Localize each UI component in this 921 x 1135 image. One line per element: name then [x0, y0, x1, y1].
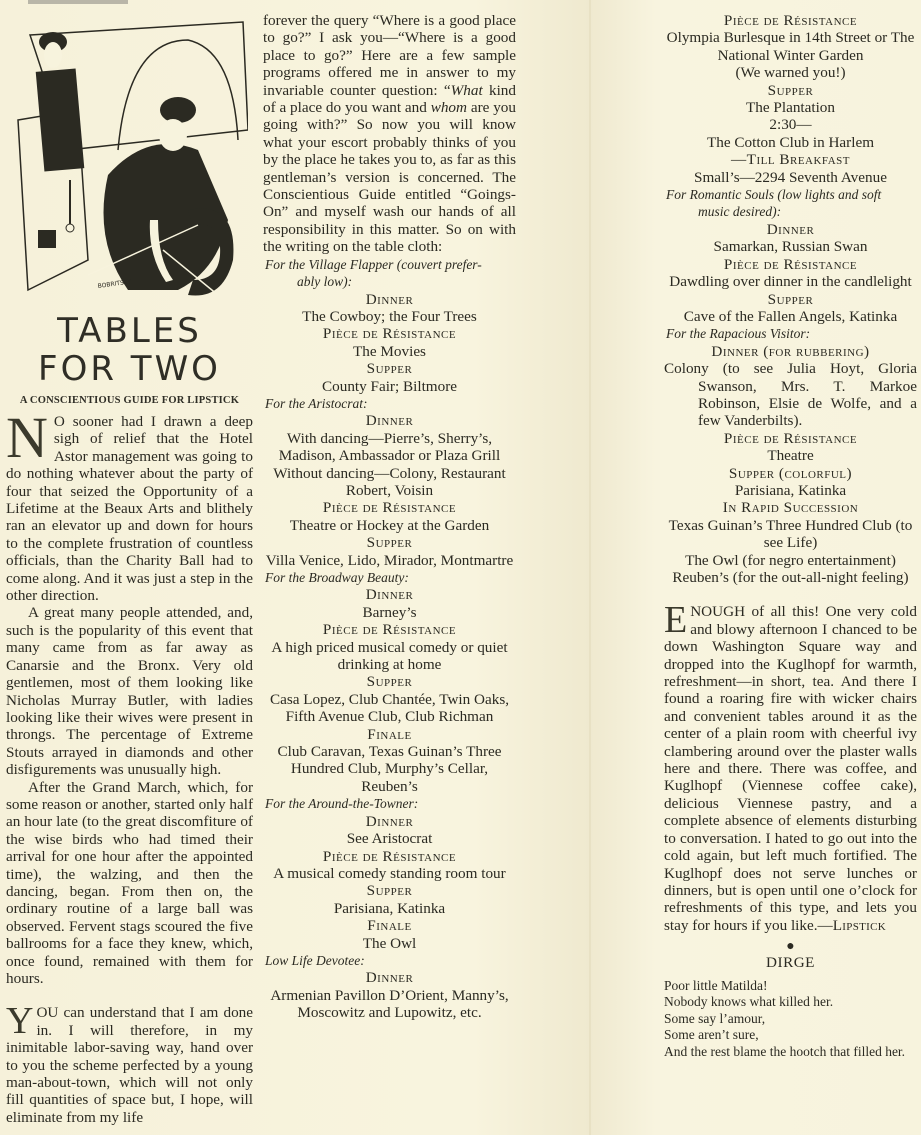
venue-line: See Aristocrat [346, 830, 433, 848]
label-dinner-rubbering: Dinner (for rubbering) [711, 342, 870, 360]
man-face [159, 119, 187, 151]
course-label: Finale [367, 725, 412, 743]
venue-line: Club Caravan, Texas Guinan’s Three Hundred Club, Murphy’s Cellar, Reuben’s [277, 743, 502, 795]
course-label: Pièce de Résistance [322, 325, 457, 343]
course-label: Supper (colorful) [728, 464, 853, 482]
paragraph-2: A great many people attended, and, such is the popularity of this event that many came from as far away as Canarsie and the Bronx. Very old gentlemen, most of them looking like Nicholas Murray Butler, with ladies looking like their wives were present in throngs. The percentage of Extreme Stouts arrayed in diamonds and other disfigurements was unusually high. [6, 604, 253, 779]
venue-line: Dawdling over dinner in the candlelight [669, 273, 912, 291]
title-line-2: FOR TWO [38, 349, 221, 389]
course-label: Pièce de Résistance [322, 847, 457, 865]
column-1 [6, 405, 253, 1126]
venue-line: Texas Guinan’s Three Hundred Club (to see Life) [668, 516, 913, 552]
venue-line: Theatre [767, 447, 814, 465]
section-heading-romantic: For Romantic Souls (low lights and soft music desired): [666, 187, 882, 220]
course-label: Dinner [365, 969, 414, 987]
section-heading: For the Village Flapper (couvert prefer- ably low): [265, 256, 482, 290]
course-label: Pièce de Résistance [322, 499, 457, 517]
table-square [38, 230, 56, 248]
venue-line: A high priced musical comedy or quiet drinking at home [271, 638, 508, 674]
venue-line: Samarkan, Russian Swan [713, 238, 868, 256]
poem-line: Some say l’amour, [664, 1010, 766, 1026]
kuglhopf-paragraph: ENOUGH of all this! One very cold and blowy afternoon I chanced to be down Washington Square way and dropped into the Kuglhopf for warmth, refreshment—in short, tea. And there I found a roaring fire with wicker chairs and convenient tables around it as the center of a plain room with cheerful ivy clambering around over the plaster walls here and there. There was coffee, and Kuglhopf (Viennese coffee cake), delicious Viennese pastry, and a complete absence of elements disturbing to conversation. I hated to go out into the cold again, but left much fortified. The Kuglhopf does not serve lunches or dinners, but is open until one o’clock for refreshments of this type, and lets you stay for hours if you like.—Lipstick [664, 599, 917, 934]
venue-line: 2:30— [769, 116, 812, 134]
article-title [6, 312, 253, 388]
dirge-poem [664, 978, 917, 1061]
poem-line: And the rest blame the hootch that filled her. [664, 1043, 906, 1059]
venue-line: The Plantation [746, 99, 835, 117]
article-illustration [8, 10, 248, 300]
paragraph-4: YOU can understand that I am done in. I will therefore, in my inimitable labor-saving way, hand over to you the scheme perfected by a young man-about-town, which will not only fill quantities of space but, I hope, will eliminate from my life [6, 1000, 253, 1126]
column-3 [664, 12, 917, 1060]
section-heading: For the Broadway Beauty: [265, 570, 409, 585]
dropcap-y: Y [6, 1000, 34, 1043]
venue-line: The Cotton Club in Harlem [706, 133, 875, 151]
course-label: Pièce de Résistance [723, 255, 858, 273]
poem-line: Poor little Matilda! [664, 977, 768, 993]
course-label: Supper [767, 290, 814, 308]
venue-line: Without dancing—Colony, Restaurant Robert, Voisin [273, 464, 506, 499]
venue-line: Small’s—2294 Seventh Avenue [694, 168, 887, 186]
column-2 [263, 12, 516, 1022]
venue-line: Parisiana, Katinka [333, 899, 446, 917]
title-line-1: TABLES [57, 311, 202, 351]
venue-line: Theatre or Hockey at the Garden [289, 516, 490, 534]
venue-line: Casa Lopez, Club Chantée, Twin Oaks, Fifth Avenue Club, Club Richman [269, 690, 510, 726]
venue-line: Villa Venice, Lido, Mirador, Montmartre [265, 551, 514, 569]
colony-entry: Colony (to see Julia Hoyt, Gloria Swanson, Mrs. T. Markoe Robinson, Elsie de Wolfe, and a few Vanderbilts). [664, 360, 917, 430]
course-label: In Rapid Succession [722, 499, 859, 517]
venue-line: The Owl (for negro entertainment) [685, 551, 896, 569]
dropcap-e: E [664, 599, 688, 642]
course-label: Supper [366, 534, 413, 552]
poem-line: Nobody knows what killed her. [664, 994, 834, 1010]
course-label: Pièce de Résistance [723, 12, 858, 29]
course-label: Supper [366, 673, 413, 691]
man-hat [160, 97, 196, 123]
glass-base [66, 224, 74, 232]
venue-line: Cave of the Fallen Angels, Katinka [683, 307, 898, 325]
venue-line: A musical comedy standing room tour [273, 864, 506, 882]
dirge-title: DIRGE [766, 954, 815, 972]
page-fold [589, 0, 591, 1135]
venue-line: (We warned you!) [735, 64, 846, 82]
section-heading-rapacious: For the Rapacious Visitor: [666, 326, 811, 342]
program-list [263, 256, 516, 1022]
course-label: Pièce de Résistance [322, 621, 457, 639]
venue-line: The Cowboy; the Four Trees [302, 307, 477, 325]
course-label: —Till Breakfast [730, 151, 851, 169]
course-label: Supper [366, 360, 413, 378]
course-label: Supper [366, 882, 413, 900]
woman-dress [36, 68, 85, 171]
woman-face [44, 42, 62, 68]
rapacious-program [664, 430, 917, 587]
course-label: Supper [767, 81, 814, 99]
low-life-continued [664, 12, 917, 186]
paragraph-3: After the Grand March, which, for some reason or another, started only half an hour late (to the great discomfiture of the wise birds who had timed their arrival for one hour after the appointed time), the walzing, and then the dancing, began. From then on, the ordinary routine of a large ball was observed. Fervent stags scoured the five ballrooms for a face they knew, which, once found, remained with them for hours. [6, 778, 253, 987]
venue-line: Parisiana, Katinka [734, 481, 847, 499]
venue-line: Reuben’s (for the out-all-night feeling) [672, 569, 909, 586]
corner-tab [28, 0, 128, 4]
venue-line: County Fair; Biltmore [322, 377, 457, 395]
venue-line: Olympia Burlesque in 14th Street or The National Winter Garden [666, 29, 915, 64]
section-heading: For the Around-the-Towner: [265, 796, 419, 812]
course-label: Finale [367, 917, 412, 935]
intro-paragraph: forever the query “Where is a good place to go?” I ask you—“Where is a good place to go?” Here are a few sample programs offered me in answer to my invariable counter question: “What kind of a place do you want and whom are you going with?” So now you will know what your escort probably thinks of you by the place he takes you to, as far as this gentleman’s version is concerned. The Conscientious Guide entitled “Goings-On” and myself wash our hands of all responsibility in this matter. So on with the writing on the table cloth: [263, 12, 516, 256]
illustration-signature: BOBRITSKY [97, 278, 132, 290]
course-label: Dinner [365, 586, 414, 604]
venue-line: Barney’s [362, 603, 417, 621]
signature-lipstick: Lipstick [832, 916, 886, 934]
section-heading: Low Life Devotee: [265, 952, 365, 968]
course-label: Dinner [365, 290, 414, 308]
course-label: Dinner [766, 220, 815, 238]
course-label: Dinner [365, 412, 414, 430]
paragraph-1: N O sooner had I drawn a deep sigh of relief that the Hotel Astor management was going to do nothing whatever about the party of four that seized the Opportunity of a Lifetime at the Beaux Arts and blithely ran an elevator up and down for hours to the complete frustration of countless officials, than the Charity Ball had to come along. And it was just a step in the other direction. [6, 405, 253, 605]
article-subtitle: A CONSCIENTIOUS GUIDE FOR LIPSTICK [19, 395, 240, 406]
course-label: Pièce de Résistance [723, 429, 858, 447]
romantic-program [664, 221, 917, 325]
venue-line: Armenian Pavillon D’Orient, Manny’s, Moscowitz and Lupowitz, etc. [270, 986, 509, 1022]
section-heading: For the Aristocrat: [265, 395, 368, 411]
course-label: Dinner [365, 812, 414, 830]
bullet-icon: ● [786, 939, 795, 955]
dropcap-n: N [6, 405, 48, 470]
venue-line: The Owl [362, 934, 417, 952]
venue-line: With dancing—Pierre’s, Sherry’s, Madison, Ambassador or Plaza Grill [278, 429, 501, 465]
poem-line: Some aren’t sure, [664, 1027, 759, 1043]
venue-line: The Movies [353, 342, 426, 360]
